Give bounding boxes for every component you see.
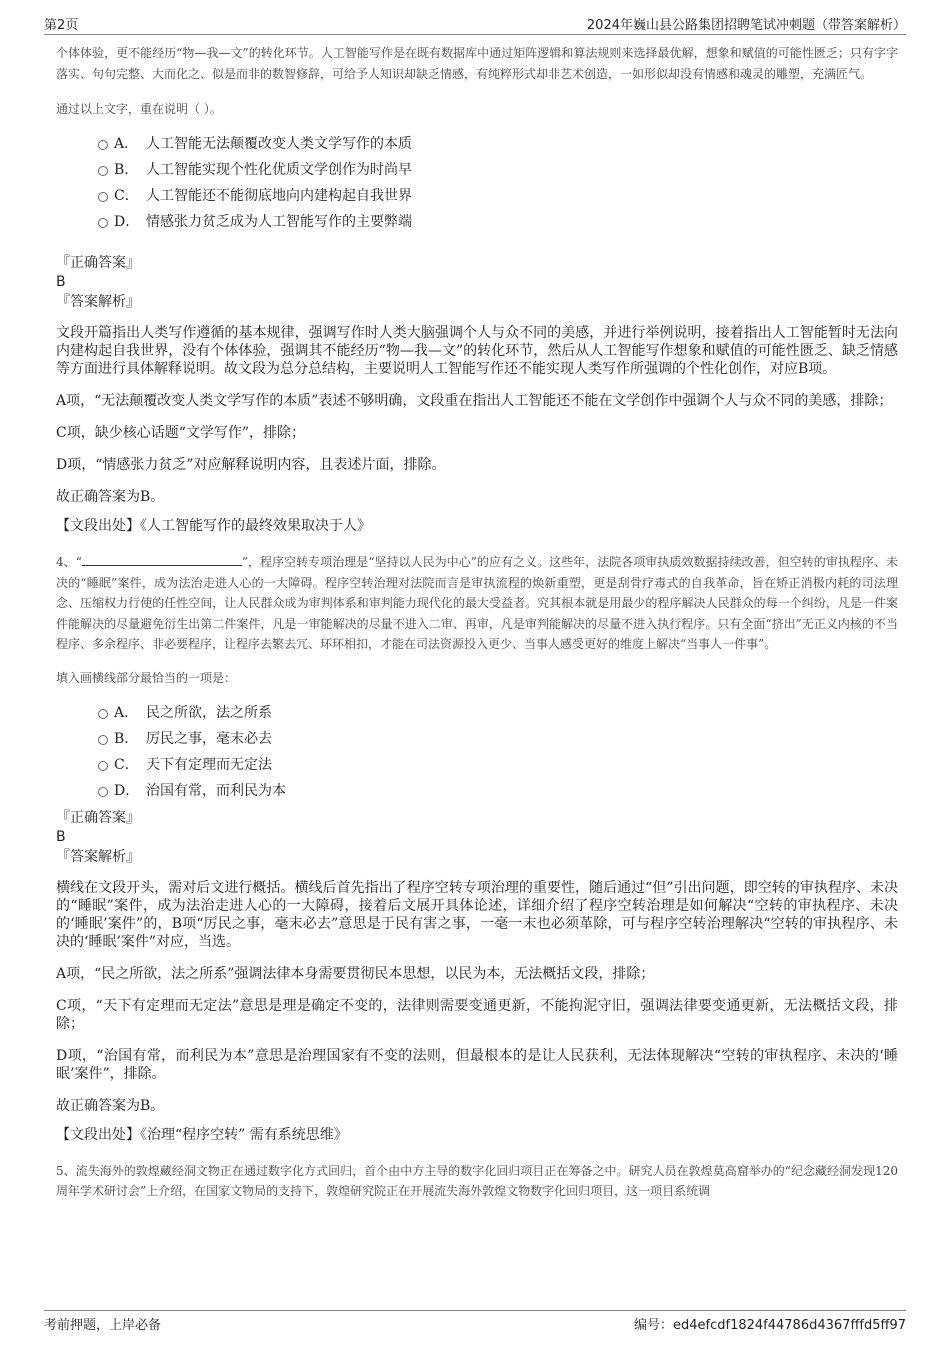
- q4-option-a[interactable]: [56, 700, 898, 726]
- q3-option-c[interactable]: [56, 183, 898, 209]
- radio-icon[interactable]: [98, 218, 108, 228]
- option-letter: D．: [114, 214, 140, 230]
- radio-icon[interactable]: [98, 140, 108, 150]
- q4-correct-label: 『正确答案』: [56, 809, 140, 826]
- q4-blank: [82, 553, 242, 566]
- option-text: 民之所欲，法之所系: [146, 704, 272, 721]
- option-letter: A．: [114, 136, 139, 152]
- q4-passage: [56, 552, 898, 655]
- q4-passage-text: ”，程序空转专项治理是“坚持以人民为中心”的应有之义。这些年，法院各项审执质效数据持续改善，但空转的审执程序、未决的“睡眠”案件，成为法治走进人心的一大障碍。程序空转治理对法院而言是审执流程的焕新重塑，更是刮骨疗毒式的自我革命，旨在矫正消极内耗的司法理念、压缩权力行使的任性空间，让人民群众成为审判体系和审判能力现代化的最大受益者。究其根本就是用最少的程序解决人民群众的每一个纠纷，凡是一件案件能解决的尽量避免衍生出第二件案件，凡是一审能解决的尽量不进入二审、再审，凡是审判能解决的尽量不进入执行程序。只有全面“挤出”无正义内核的不当程序、多余程序、非必要程序，让程序去繁去冗、环环相扣，才能在司法资源投入更少、当事人感受更好的维度上解决“当事人一件事”。: [56, 555, 898, 651]
- q3-option-b[interactable]: [56, 157, 898, 183]
- q3-correct-answer: B: [56, 274, 66, 290]
- option-letter: B．: [114, 730, 139, 747]
- q3-analysis-c: C项，缺少核心话题“文学写作”，排除；: [56, 425, 306, 441]
- q3-analysis-d: D项，“情感张力贫乏”对应解释说明内容，且表述片面，排除。: [56, 457, 446, 473]
- q5-passage: 5、流失海外的敦煌藏经洞文物正在通过数字化方式回归，首个由中方主导的数字化回归项目正在筹备之中。研究人员在敦煌莫高窟举办的“纪念藏经洞发现120周年学术研讨会”上介绍，在国家文物局的支持下，敦煌研究院正在开展流失海外敦煌文物数字化回归项目，这一项目系统调: [56, 1163, 898, 1198]
- q3-correct-label: 『正确答案』: [56, 255, 140, 271]
- footer-slogan: 考前押题，上岸必备: [44, 1318, 162, 1333]
- radio-icon[interactable]: [98, 735, 108, 745]
- code-label: 编号：: [634, 1318, 674, 1333]
- option-text: 人工智能还不能彻底地向内建构起自我世界: [146, 188, 412, 204]
- q4-option-c[interactable]: [56, 752, 898, 778]
- q3-analysis-summary: 文段开篇指出人类写作遵循的基本规律，强调写作时人类大脑强调个人与众不同的美感，并进行举例说明，接着指出人工智能暂时无法向内建构起自我世界，没有个体体验，强调其不能经历“物—我—文”的转化环节，然后从人工智能写作想象和赋值的可能性匮乏、缺乏情感等方面进行具体解释说明。故文段为总分总结构，主要说明人工智能写作还不能实现人类写作所强调的个性化创作，对应B项。: [56, 325, 898, 377]
- header-divider: [44, 34, 906, 35]
- option-text: 人工智能无法颠覆改变人类文学写作的本质: [146, 136, 412, 152]
- q4-analysis-c: C项，“天下有定理而无定法”意思是理是确定不变的，法律则需要变通更新，不能拘泥守旧，强调法律要变通更新，无法概括文段，排除；: [56, 997, 898, 1032]
- q4-options: [56, 700, 898, 804]
- q4-analysis-d: D项，“治国有常，而利民为本”意思是治理国家有不变的法则，但最根本的是让人民获利，无法体现解决“空转的审执程序、未决的‘睡眠’案件”，排除。: [56, 1047, 898, 1082]
- page-content: [56, 43, 898, 1202]
- option-text: 人工智能实现个性化优质文学创作为时尚早: [146, 162, 412, 178]
- q4-analysis-label: 『答案解析』: [56, 848, 140, 865]
- footer-divider: [44, 1310, 906, 1311]
- q3-options: [56, 131, 898, 235]
- radio-icon[interactable]: [98, 166, 108, 176]
- page-number: 第2页: [44, 18, 79, 33]
- q3-analysis-a: A项，“无法颠覆改变人类文学写作的本质”表述不够明确，文段重在指出人工智能还不能在文学创作中强调个人与众不同的美感，排除；: [56, 393, 893, 409]
- q4-correct-answer: B: [56, 828, 66, 845]
- q4-analysis-conclusion: 故正确答案为B。: [56, 1097, 165, 1114]
- q4-number: 4、“: [56, 555, 82, 569]
- option-text: 情感张力贫乏成为人工智能写作的主要弊端: [146, 214, 412, 230]
- q3-passage: 个体体验，更不能经历“物—我—文”的转化环节。人工智能写作是在既有数据库中通过矩阵逻辑和算法规则来选择最优解，想象和赋值的可能性匮乏；只有字字落实、句句完整、大而化之、似是而非的数智修辞，可给予人知识却缺乏情感，有纯粹形式却非艺术创造，一如形似却没有情感和魂灵的雕塑，充满匠气。: [56, 46, 898, 81]
- q4-option-b[interactable]: [56, 726, 898, 752]
- q4-analysis-summary: 横线在文段开头，需对后文进行概括。横线后首先指出了程序空转专项治理的重要性，随后通过“但”引出问题，即空转的审执程序、未决的“睡眠”案件，成为法治走进人心的一大障碍，接着后文展开具体论述，详细介绍了程序空转治理是如何解决“空转的审执程序、未决的‘睡眠’案件”的，B项“厉民之事，毫末必去”意思是于民有害之事，一毫一末也必须革除，可与程序空转治理解决“空转的审执程序、未决的‘睡眠’案件”对应，当选。: [56, 879, 898, 950]
- option-letter: C．: [114, 188, 139, 204]
- q3-prompt: 通过以上文字，重在说明（ ）。: [56, 102, 222, 116]
- q4-analysis-a: A项，“民之所欲，法之所系”强调法律本身需要贯彻民本思想，以民为本，无法概括文段，排除；: [56, 965, 655, 982]
- q3-analysis-label: 『答案解析』: [56, 294, 140, 310]
- q4-source: 【文段出处】《治理“程序空转” 需有系统思维》: [56, 1126, 348, 1143]
- q4-prompt: 填入画横线部分最恰当的一项是：: [56, 670, 237, 685]
- document-title: 2024年巍山县公路集团招聘笔试冲刺题（带答案解析）: [586, 18, 906, 33]
- q3-option-a[interactable]: [56, 131, 898, 157]
- option-letter: D．: [114, 782, 140, 799]
- radio-icon[interactable]: [98, 787, 108, 797]
- q3-analysis-conclusion: 故正确答案为B。: [56, 489, 165, 505]
- option-letter: B．: [114, 162, 139, 178]
- q4-option-d[interactable]: [56, 778, 898, 804]
- page-header: [44, 12, 906, 34]
- radio-icon[interactable]: [98, 709, 108, 719]
- code-value: ed4efcdf1824f44786d4367fffd5ff97: [673, 1318, 906, 1333]
- option-letter: C．: [114, 756, 139, 773]
- document-code: [634, 1314, 906, 1333]
- radio-icon[interactable]: [98, 192, 108, 202]
- option-letter: A．: [114, 704, 139, 721]
- option-text: 治国有常，而利民为本: [146, 782, 286, 799]
- radio-icon[interactable]: [98, 761, 108, 771]
- q3-source: 【文段出处】《人工智能写作的最终效果取决于人》: [56, 518, 371, 534]
- option-text: 天下有定理而无定法: [146, 756, 272, 773]
- option-text: 厉民之事，毫末必去: [146, 730, 272, 747]
- q3-option-d[interactable]: [56, 209, 898, 235]
